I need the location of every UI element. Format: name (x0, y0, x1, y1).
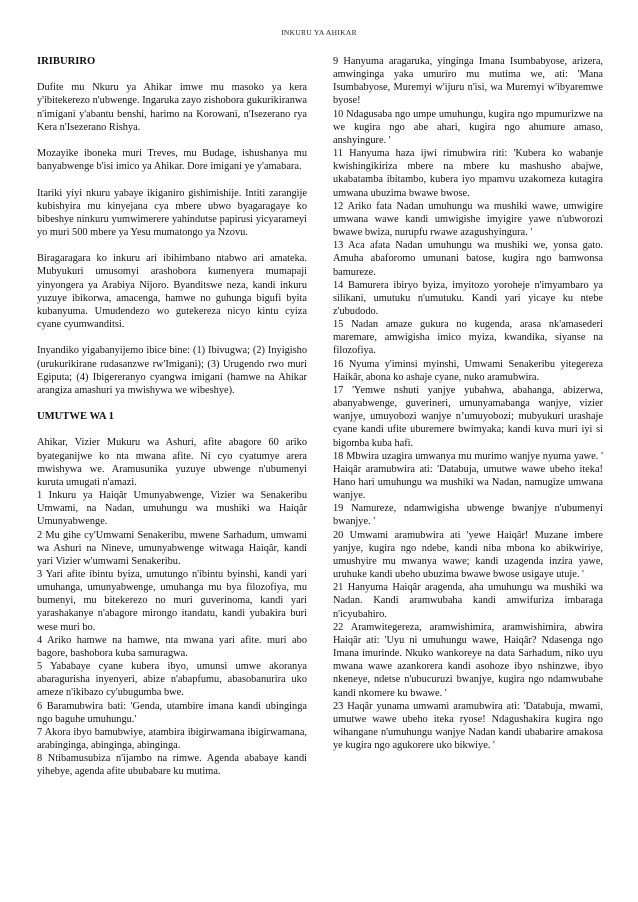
intro-paragraph: Itariki yiyi nkuru yabaye ikiganiro gishimishije. Intiti zarangije kubishyira mu kinyejana cya mbere ubwo byagaragaye ko bibeshye ninkuru yumwimerere yahindutse papirusi yicyarameyi yo muri 500 mbere ya Yesu mumatongo ya Nzovu. (37, 187, 307, 238)
verse: 20 Umwami aramubwira ati 'yewe Haiqâr! Muzane imbere yanjye, kugira ngo ndebe, kandi niba mbona ko abikwiriye, umushyire mu mwanya wawe; kandi uzagenda inzira yawe, uruhuke kandi ubeho ubuzima bwawe bwose usigaye utuje. ' (333, 529, 603, 581)
chapter-heading: UMUTWE WA 1 (37, 411, 114, 423)
intro-paragraph: Inyandiko yigabanyijemo ibice bine: (1) Ibivugwa; (2) Inyigisho (urukurikirane rudasanzwe rw'Imigani); (3) Urugendo rwo muri Egiputa; (4) Ibigereranyo cyangwa imigani (hamwe na Ahikar arangiza amashuri ya mwishywa we wibeshye). (37, 345, 307, 396)
verse: 7 Akora ibyo bamubwiye, atambira ibigirwamana ibigirwamana, arabinginga, abinginga, abinginga. (37, 726, 307, 752)
verse: 5 Yababaye cyane kubera ibyo, umunsi umwe akoranya abaragurisha inyenyeri, abize n'abapfumu, abasobanurira uko ameze n'ikibazo cy'ubugumba bwe. (37, 661, 307, 699)
verse: 12 Ariko fata Nadan umuhungu wa mushiki wawe, umwigire umwana wawe kandi umwigishe imyigire yawe n'ubworozi bwawe bwiza, nurupfu rwawe azagushyingura. ' (333, 200, 603, 239)
verse: 22 Aramwitegereza, aramwishimira, aramwishimira, abwira Haiqâr ati: 'Uyu ni umuhungu wawe, Haiqâr? Ndasenga ngo Imana imurinde. Nkuko wankoreye na data Sarhadum, niko uyu mwana wawe azankorera kandi asohoze ibyo nshinzwe, ibyo nkeneye, ndetse n'ubucuruzi bwanjye, kugira ngo ndamwubahe kandi nkomere ku bwawe. ' (333, 621, 603, 699)
verse: 18 Mbwira uzagira umwanya mu murimo wanjye nyuma yawe. ' Haiqâr aramubwira ati: 'Databuja, umutwe wawe ubeho iteka! Hano hari umuhungu wa mushiki wa Nadan, namugize umwana wanjye. (333, 450, 603, 502)
running-header: INKURU YA AHIKAR (281, 28, 357, 37)
verse: 19 Namureze, ndamwigisha ubwenge bwanjye n'ubumenyi bwanjye. ' (333, 503, 603, 528)
chapter-summary: Ahikar, Vizier Mukuru wa Ashuri, afite abagore 60 ariko byateganijwe ko nta mwana afite. Ni cyo cyatumye arera mwishywa we. Aramusunika yuzuye ubwenge n'ubumenyi kuruta umugati n'amazi. (37, 437, 307, 488)
verse: 9 Hanyuma aragaruka, yinginga Imana Isumbabyose, arizera, amwinginga yaka umuriro mu mutima we, ati: 'Mana Isumbabyose, Muremyi w'ijuru n'isi, wa Muremyi w'ibyaremwe byose! (333, 56, 603, 107)
verse: 21 Hanyuma Haiqâr aragenda, aha umuhungu wa mushiki wa Nadan. Kandi aramwubaha kandi amwifuriza imbaraga n'icyubahiro. (333, 582, 603, 620)
verse: 11 Hanyuma haza ijwi rimubwira riti: 'Kubera ko wabanje kwishingikiriza mbere na mbere ku mashusho abajwe, ukabatamba ibitambo, kubera iyo mpamvu uzakomeza kutagira umwana ubuzima bwawe bwose. (333, 148, 603, 199)
right-column (333, 55, 603, 752)
verse: 23 Haqâr yunama umwami aramubwira ati: 'Databuja, mwami, umutwe wawe ubeho iteka ryose! Ndagushakira kugira ngo wihangane n'umuhungu wanjye Nadan kandi ubabarire amakosa ye kugira ngo agukorere uko bikwiye. ' (333, 700, 603, 752)
verse: 3 Yari afite ibintu byiza, umutungo n'ibintu byinshi, kandi yari umuhanga, umunyabwenge, umuhanga mu bya filozofiya, mu bumenyi, mu bitekerezo no muri guverinoma, kandi yari yarashakanye n'abagore mirongo itandatu, kandi yubakira buri wese muri bo. (37, 568, 307, 633)
verse: 6 Baramubwira bati: 'Genda, utambire imana kandi ubinginga ngo baguhe umuhungu.' (37, 700, 307, 725)
intro-heading: IRIBURIRO (37, 56, 96, 67)
intro-paragraph: Mozayike iboneka muri Treves, mu Budage, ishushanya mu banyabwenge b'isi imico ya Ahikar. Dore imigani ye y'amabara. (37, 148, 307, 173)
verse: 8 Ntibamusubiza n'ijambo na rimwe. Agenda ababaye kandi yihebye, agenda afite ububabare ku mutima. (37, 753, 307, 778)
intro-paragraph: Dufite mu Nkuru ya Ahikar imwe mu masoko ya kera y'ibitekerezo n'ubwenge. Ingaruka zayo zishobora gukurikiranwa n'imigani y'abantu benshi, harimo na Korowani, n'Isezerano rya Kera n'Isezerano Rishya. (37, 82, 307, 133)
verse: 2 Mu gihe cy'Umwami Senakeribu, mwene Sarhadum, umwami wa Ashuri na Nineve, umunyabwenge witwaga Haiqâr, kandi yari Vizier w'umwami Senakeribu. (37, 529, 307, 567)
verse: 1 Inkuru ya Haiqâr Umunyabwenge, Vizier wa Senakeribu Umwami, na Nadan, umuhungu wa mushiki wa Haiqâr Umunyabwenge. (37, 490, 307, 528)
verse: 15 Nadan amaze gukura no kugenda, arasa nk'amasederi maremare, amwigisha imico myiza, kwandika, siyanse na filozofiya. (333, 319, 603, 357)
verse: 4 Ariko hamwe na hamwe, nta mwana yari afite. muri abo bagore, bashobora kuba samuragwa. (37, 634, 307, 659)
verse: 14 Bamurera ibiryo byiza, imyitozo yoroheje n'imyambaro ya silikani, umutuku n'umutuku. Kandi yari yicaye ku ntebe z'ubudodo. (333, 279, 603, 317)
left-column (37, 55, 307, 778)
intro-paragraph: Biragaragara ko inkuru ari ibihimbano ntabwo ari amateka. Mubyukuri umusomyi arashobora kumenyera mumapaji yinyongera ya Arabiya Nijoro. Byanditswe neza, kandi inkuru yuzuye ibikorwa, amacenga, hamwe no guhunga bigufi byita kubanyuma. Umudendezo wo gutekereza nicyo kintu cyiza cyane cyumwanditsi. (37, 253, 307, 331)
verse: 10 Ndagusaba ngo umpe umuhungu, kugira ngo mpumurizwe na we kugira ngo abe ahari, kugira ngo ahumure amaso, anshyingure. ' (333, 108, 603, 146)
verse: 16 Nyuma y'iminsi myinshi, Umwami Senakeribu yitegereza Haikâr, abona ko ashaje cyane, nuko aramubwira. (333, 358, 603, 383)
verse: 17 'Yemwe nshuti yanjye yubahwa, abahanga, abizerwa, abanyabwenge, guverineri, umunyamabanga wanjye, vizier wanjye, umuyobozi wanjye n’umuyobozi; mubyukuri urashaje cyane kandi ufite uburemere bwimyaka; kandi kuva muri iyi si bigomba kuba hafi. (333, 384, 603, 449)
verse: 13 Aca afata Nadan umuhungu wa mushiki we, yonsa gato. Amuha abaforomo umunani batose, kugira ngo bamwonsa bamureze. (333, 240, 603, 278)
